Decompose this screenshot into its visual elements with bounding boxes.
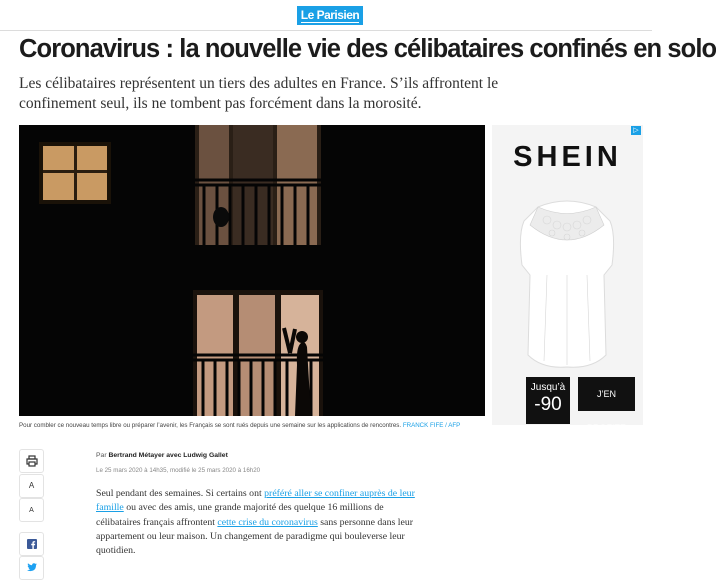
font-increase-button[interactable]	[19, 474, 44, 498]
logo-text: Le Parisien	[300, 8, 360, 22]
body-text-1: Seul pendant des semaines. Si certains ont	[96, 488, 265, 499]
promo-line-2: -90	[534, 394, 562, 415]
twitter-icon	[27, 563, 37, 572]
twitter-share-button[interactable]	[19, 556, 44, 580]
ad-promo-badge	[526, 377, 570, 424]
byline-prefix: Par	[96, 452, 107, 459]
body-text-2: ou avec des amis, une grande majorité des quelque 16 millions de célibataires français affrontent	[96, 502, 384, 528]
print-button[interactable]	[19, 449, 44, 473]
facebook-share-button[interactable]	[19, 532, 44, 556]
article-byline	[96, 452, 228, 459]
photo-credit: FRANCK FIFE / AFP	[402, 422, 461, 429]
font-decrease-button[interactable]	[19, 498, 44, 522]
night-windows-illustration	[19, 125, 485, 416]
article-body	[96, 487, 416, 558]
article-dateline: Le 25 mars 2020 à 14h35, modifié le 25 mars 2020 à 16h20	[96, 467, 261, 474]
link-confiner-famille[interactable]: préféré aller se confiner auprès de leur famille	[96, 488, 415, 514]
font-increase-label: A	[28, 481, 35, 490]
shein-ad[interactable]	[492, 125, 643, 433]
ad-cta-button[interactable]: J’EN PROFITE	[578, 377, 635, 411]
facebook-icon	[27, 539, 37, 549]
article-photo[interactable]	[19, 125, 485, 416]
ad-brand: SHEIN	[513, 141, 622, 173]
font-decrease-label: A	[29, 507, 34, 514]
article-standfirst: Les célibataires représentent un tiers des adultes en France. S’ils affrontent le confinement seul, ils ne tombent pas forcément dans la morosité.	[19, 75, 499, 112]
photo-caption	[19, 422, 485, 429]
promo-line-1: Jusqu’à	[530, 382, 566, 393]
caption-text: Pour combler ce nouveau temps libre ou préparer l’avenir, les Français se sont rués depuis une semaine sur les applications de rencontres.	[19, 422, 402, 429]
print-icon	[26, 455, 38, 467]
article-title: Coronavirus : la nouvelle vie des célibataires confinés en solo	[19, 35, 716, 63]
link-crise-coronavirus[interactable]: cette crise du coronavirus	[217, 516, 318, 528]
byline-authors[interactable]: Bertrand Métayer avec Ludwig Gallet	[108, 452, 228, 459]
site-header	[0, 0, 652, 31]
ad-choices-icon[interactable]: ▷	[631, 126, 641, 135]
le-parisien-logo[interactable]	[297, 6, 363, 25]
body-text-3: sans personne dans leur appartement ou leur maison. Un changement de paradigme qui bouleverse leur quotidien.	[96, 516, 414, 557]
